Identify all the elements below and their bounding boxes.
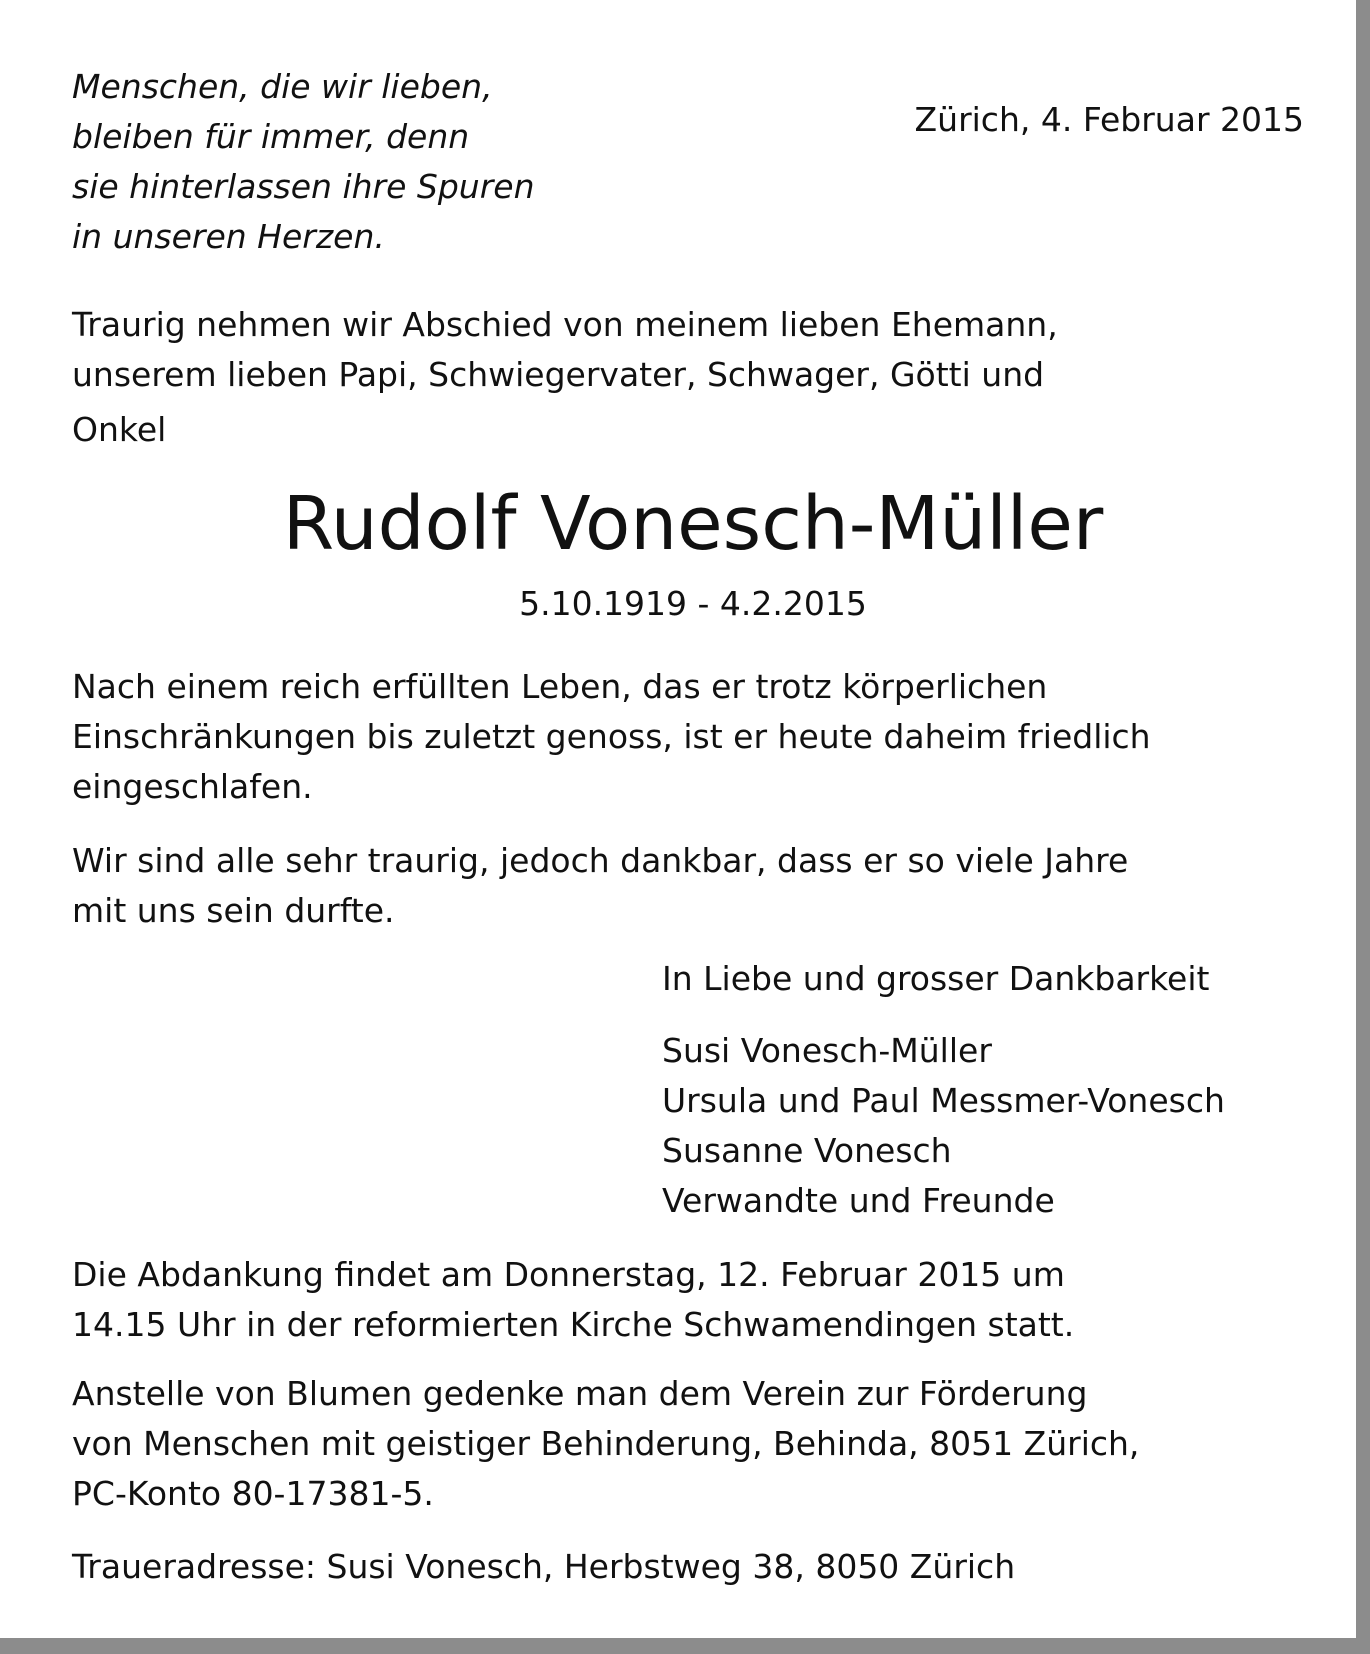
- donation-line: Anstelle von Blumen gedenke man dem Verein zur Förderung: [72, 1374, 1088, 1413]
- intro-line: unserem lieben Papi, Schwiegervater, Schwager, Götti und: [72, 355, 1045, 394]
- donation-line: von Menschen mit geistiger Behinderung, Behinda, 8051 Zürich,: [72, 1424, 1140, 1463]
- ceremony-line: 14.15 Uhr in der reformierten Kirche Schwamendingen statt.: [72, 1305, 1075, 1344]
- body-line: Wir sind alle sehr traurig, jedoch dankbar, dass er so viele Jahre: [72, 841, 1129, 880]
- poem-line: in unseren Herzen.: [72, 217, 385, 256]
- donation-line: PC-Konto 80-17381-5.: [72, 1474, 434, 1513]
- frame-edge-bottom: [0, 1638, 1370, 1654]
- intro-line: Onkel: [72, 410, 167, 449]
- body-line: Einschränkungen bis zuletzt genoss, ist er heute daheim friedlich: [72, 717, 1151, 756]
- signatory-name: Ursula und Paul Messmer-Vonesch: [662, 1081, 1225, 1120]
- signatory-name: Susanne Vonesch: [662, 1131, 952, 1170]
- poem-line: Menschen, die wir lieben,: [72, 67, 493, 106]
- signatory-name: Verwandte und Freunde: [662, 1181, 1055, 1220]
- deceased-name: Rudolf Vonesch-Müller: [282, 481, 1104, 567]
- date-place: Zürich, 4. Februar 2015: [914, 100, 1304, 139]
- signatory-name: Susi Vonesch-Müller: [662, 1031, 992, 1070]
- poem-line: bleiben für immer, denn: [72, 117, 470, 156]
- mourning-address: Traueradresse: Susi Vonesch, Herbstweg 38, 8050 Zürich: [72, 1547, 1016, 1586]
- ceremony-line: Die Abdankung findet am Donnerstag, 12. Februar 2015 um: [72, 1255, 1065, 1294]
- body-line: Nach einem reich erfüllten Leben, das er trotz körperlichen: [72, 667, 1048, 706]
- poem-line: sie hinterlassen ihre Spuren: [72, 167, 535, 206]
- closing-line: In Liebe und grosser Dankbarkeit: [662, 959, 1210, 998]
- body-line: mit uns sein durfte.: [72, 891, 395, 930]
- frame-edge-right: [1356, 0, 1370, 1654]
- intro-line: Traurig nehmen wir Abschied von meinem lieben Ehemann,: [72, 305, 1058, 344]
- body-line: eingeschlafen.: [72, 767, 313, 806]
- life-dates: 5.10.1919 - 4.2.2015: [519, 584, 867, 623]
